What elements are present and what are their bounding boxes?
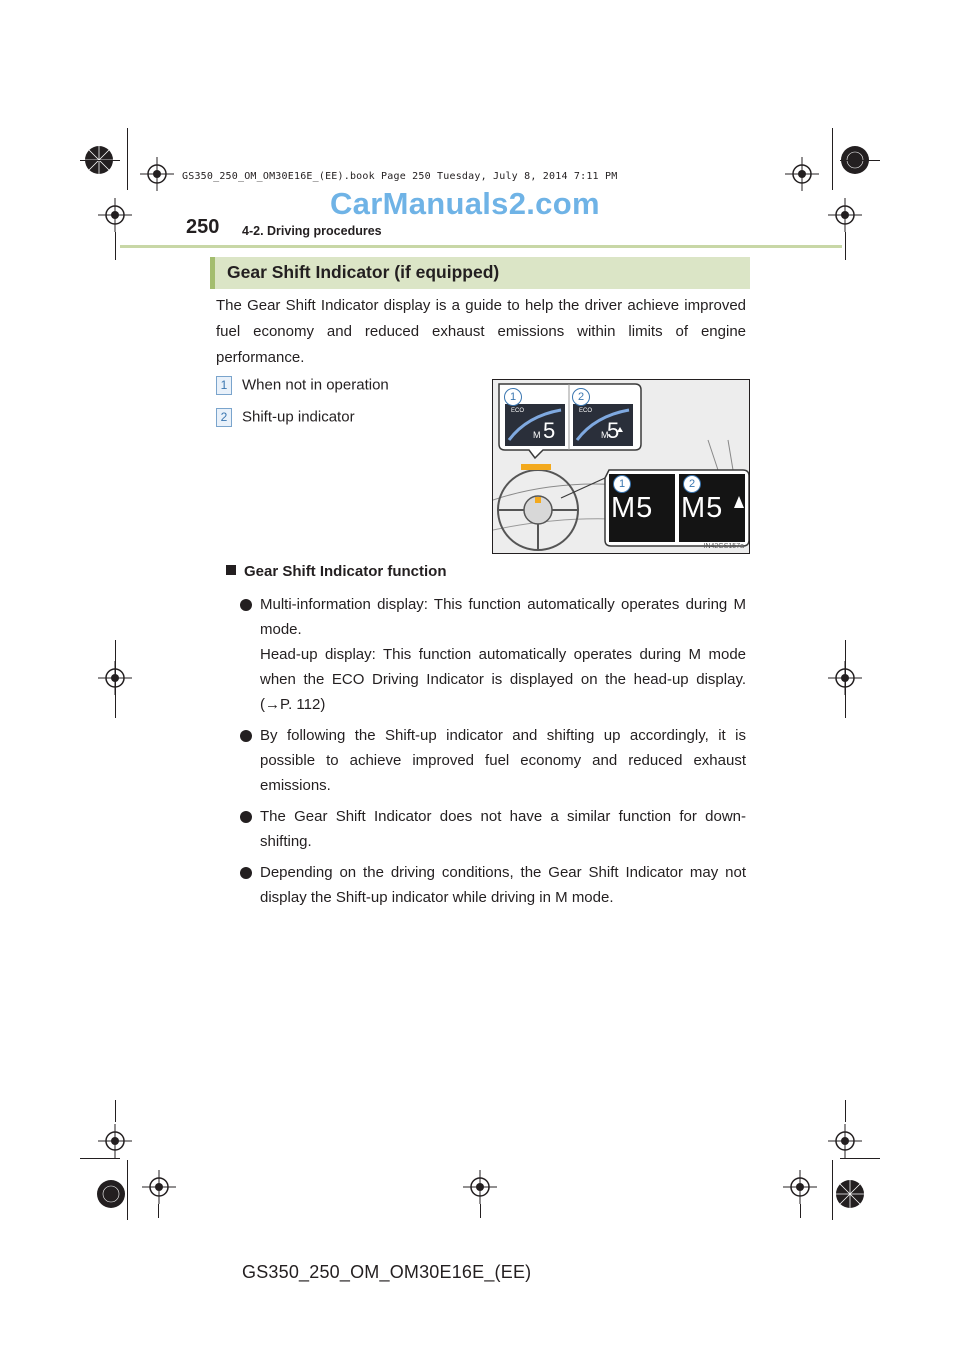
bullet-text: Multi-information display: This function automatically operates during M mode. — [260, 596, 746, 638]
footer-model-code: GS350_250_OM_OM30E16E_(EE) — [242, 1262, 532, 1282]
crop-mark — [832, 128, 833, 190]
crop-mark — [845, 1100, 846, 1122]
meter-gear-display: M5 — [681, 492, 724, 524]
crosshair-mark-icon — [783, 1170, 817, 1204]
bullet-text: By following the Shift-up indicator and shifting up accordingly, it is possible to achieve improved fuel economy and reduced exhaust emissions. — [260, 727, 746, 794]
dashboard-drawing — [493, 380, 750, 554]
crop-mark — [80, 1158, 120, 1159]
callout-item — [216, 376, 389, 395]
hud-mode-label: M — [533, 430, 541, 440]
figure-marker: 1 — [504, 388, 522, 406]
watermark-text: CarManuals2.com — [330, 186, 600, 221]
bullet-item — [240, 804, 746, 854]
bullet-dot-icon — [240, 730, 252, 742]
hud-mode-label: M — [601, 430, 609, 440]
callout-label: When not in operation — [242, 376, 389, 394]
crop-mark — [480, 1204, 481, 1218]
figure-marker: 1 — [613, 475, 631, 493]
crop-mark — [840, 160, 880, 161]
registration-mark-icon — [835, 1179, 865, 1209]
registration-mark-icon — [96, 1179, 126, 1209]
bullet-text: The Gear Shift Indicator does not have a similar function for down-shifting. — [260, 808, 746, 850]
bullet-item — [240, 723, 746, 798]
callout-item — [216, 408, 355, 427]
crop-mark — [127, 128, 128, 190]
figure-code: IN42GS157a — [703, 543, 744, 550]
crosshair-mark-icon — [140, 157, 174, 191]
crop-mark — [115, 232, 116, 260]
crop-mark — [127, 1160, 128, 1220]
crosshair-mark-icon — [828, 1124, 862, 1158]
intro-paragraph: The Gear Shift Indicator display is a guide to help the driver achieve improved fuel economy and reduced exhaust emissions within limits of engine performance. — [216, 297, 746, 366]
crosshair-mark-icon — [828, 198, 862, 232]
hud-eco-label: ECO — [579, 408, 593, 414]
crop-mark — [115, 1100, 116, 1122]
crosshair-mark-icon — [463, 1170, 497, 1204]
crop-mark — [800, 1204, 801, 1218]
crop-mark — [845, 640, 846, 718]
bullet-dot-icon — [240, 811, 252, 823]
meter-gear-display: M5 — [611, 492, 654, 524]
crop-mark — [832, 1160, 833, 1220]
crop-mark — [158, 1204, 159, 1218]
bullet-item — [240, 860, 746, 910]
crosshair-mark-icon — [98, 1124, 132, 1158]
subheading-text: Gear Shift Indicator function — [244, 563, 447, 580]
crop-mark — [840, 1158, 880, 1159]
figure-marker: 2 — [572, 388, 590, 406]
crop-mark — [115, 640, 116, 718]
bullet-text: Depending on the driving conditions, the Gear Shift Indicator may not display the Shift-up indicator while driving in M mode. — [260, 864, 746, 906]
callout-number: 1 — [216, 376, 232, 395]
bullet-dot-icon — [240, 867, 252, 879]
page-number: 250 — [186, 216, 220, 238]
callout-number: 2 — [216, 408, 232, 427]
crosshair-mark-icon — [142, 1170, 176, 1204]
square-bullet-icon — [226, 565, 236, 575]
hud-gear-number: 5 — [543, 418, 556, 443]
section-heading: Gear Shift Indicator (if equipped) — [227, 262, 500, 282]
callout-label: Shift-up indicator — [242, 408, 355, 426]
bullet-dot-icon — [240, 599, 252, 611]
section-title: 4-2. Driving procedures — [242, 224, 382, 238]
subheading — [226, 563, 447, 580]
crosshair-mark-icon — [785, 157, 819, 191]
crop-mark — [80, 160, 120, 161]
print-file-info: GS350_250_OM_OM30E16E_(EE).book Page 250 Tuesday, July 8, 2014 7:11 PM — [182, 171, 618, 182]
hud-eco-label: ECO — [511, 408, 525, 414]
crosshair-mark-icon — [98, 198, 132, 232]
section-heading-bar — [210, 257, 750, 289]
hud-gear-number: 5 — [607, 418, 620, 443]
bullet-text: Head-up display: This function automatically operates during M mode when the ECO Driving Indicator is displayed on the head-up display. (→P. 112) — [260, 646, 746, 713]
dashboard-illustration — [492, 379, 750, 554]
bullet-list — [240, 592, 746, 916]
header-rule — [120, 245, 842, 248]
bullet-item — [240, 592, 746, 717]
crop-mark — [845, 232, 846, 260]
figure-marker: 2 — [683, 475, 701, 493]
